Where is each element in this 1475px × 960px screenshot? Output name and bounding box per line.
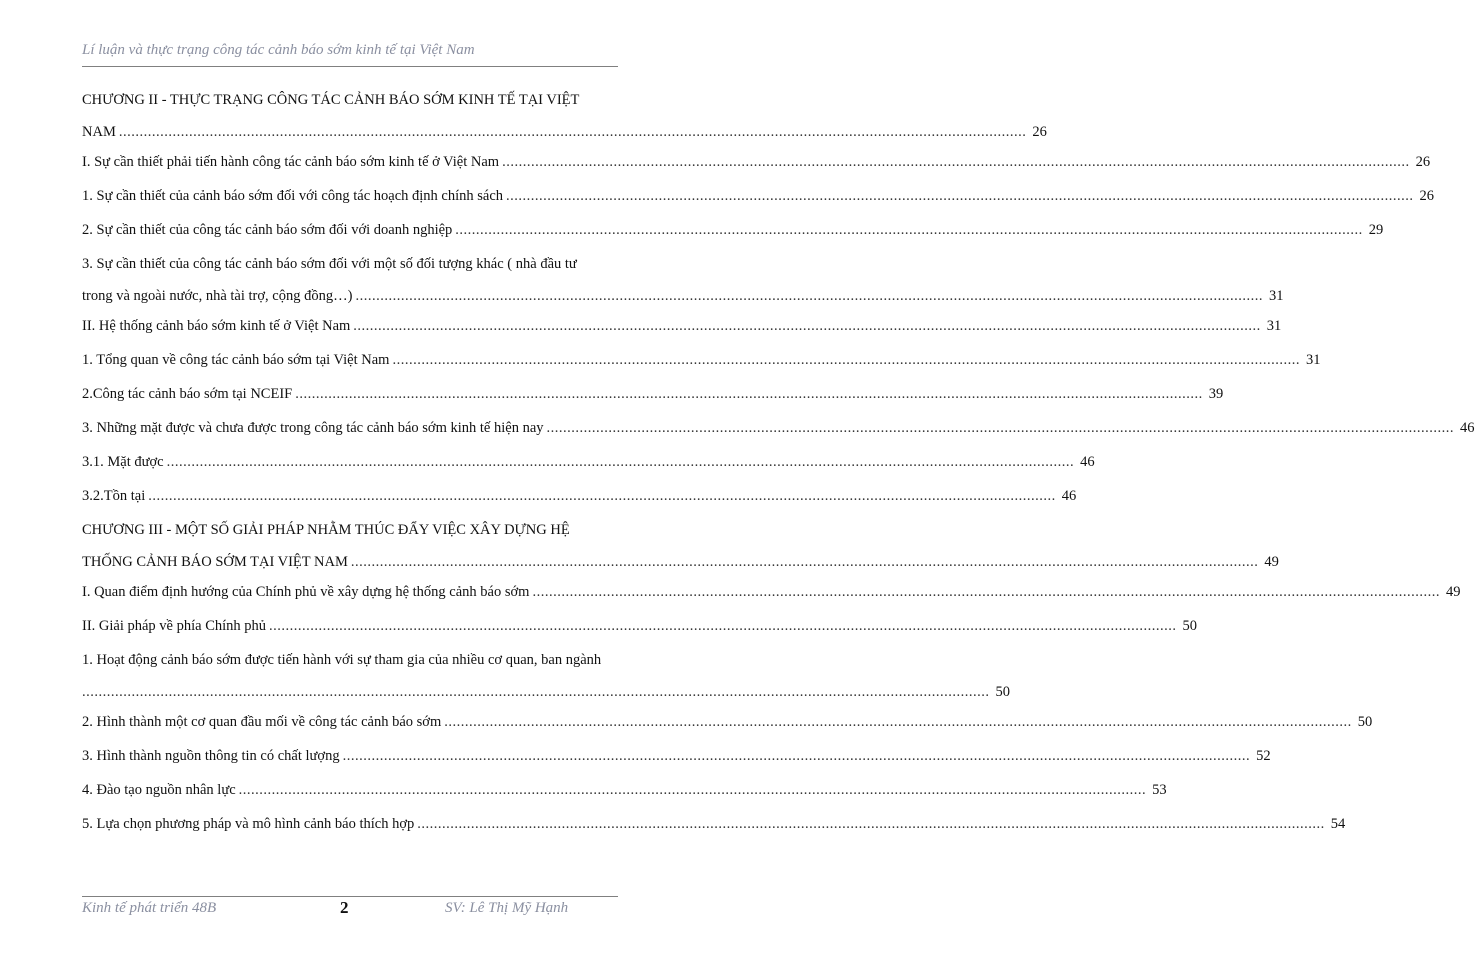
dot-leader: ............................................................................................................................................................................................................................ — [118, 124, 1027, 140]
dot-leader: ............................................................................................................................................................................................................................ — [166, 454, 1075, 470]
toc-entry — [82, 186, 1435, 206]
dot-leader: ............................................................................................................................................................................................................................ — [532, 584, 1440, 600]
toc-page-number: 49 — [1445, 584, 1461, 600]
toc-page-number: 50 — [1357, 714, 1373, 730]
footer-page-number: 2 — [340, 898, 349, 917]
toc-entry-text: NAM — [82, 124, 116, 140]
toc-entry-text: 1. Tổng quan về công tác cảnh báo sớm tại Việt Nam — [82, 352, 390, 368]
footer-student: SV: Lê Thị Mỹ Hạnh — [445, 900, 569, 916]
dot-leader: ............................................................................................................................................................................................................................ — [350, 554, 1259, 570]
toc-page-number: 46 — [1080, 454, 1095, 470]
toc-page-number: 31 — [1268, 288, 1284, 304]
toc-entry-text: 4. Đào tạo nguồn nhân lực — [82, 782, 236, 798]
dot-leader: ............................................................................................................................................................................................................................ — [546, 420, 1455, 436]
toc-entry-text: 2. Hình thành một cơ quan đầu mối về công tác cảnh báo sớm — [82, 714, 442, 730]
toc-entry — [82, 582, 1461, 602]
toc-entry-text: 1. Hoạt động cảnh báo sớm được tiến hành với sự tham gia của nhiều cơ quan, ban ngành — [82, 652, 602, 668]
toc-page-number: 26 — [1415, 154, 1431, 170]
dot-leader: ............................................................................................................................................................................................................................ — [82, 684, 990, 700]
dot-leader: ............................................................................................................................................................................................................................ — [295, 386, 1203, 402]
toc-entry-text: II. Giải pháp về phía Chính phủ — [82, 618, 267, 634]
running-header: Lí luận và thực trạng công tác cảnh báo sớm kinh tế tại Việt Nam — [82, 42, 475, 58]
dot-leader: ............................................................................................................................................................................................................................ — [506, 188, 1414, 204]
toc-entry-text: 3. Hình thành nguồn thông tin có chất lượng — [82, 748, 340, 764]
toc-page-number: 46 — [1061, 488, 1077, 504]
toc-entry-text: II. Hệ thống cảnh báo sớm kinh tế ở Việt Nam — [82, 318, 351, 334]
toc-entry-text: I. Quan điểm định hướng của Chính phủ về xây dựng hệ thống cảnh báo sớm — [82, 584, 530, 600]
toc-entry-text: trong và ngoài nước, nhà tài trợ, cộng đồng…) — [82, 288, 353, 304]
toc-page-number: 26 — [1419, 188, 1435, 204]
toc-page-number: 54 — [1330, 816, 1346, 832]
toc-page-number: 50 — [1182, 618, 1198, 634]
toc-entry-text: CHƯƠNG III - MỘT SỐ GIẢI PHÁP NHẰM THÚC ĐẨY VIỆC XÂY DỰNG HỆ — [82, 522, 570, 538]
toc-page-number: 31 — [1305, 352, 1321, 368]
dot-leader: ............................................................................................................................................................................................................................ — [269, 618, 1177, 634]
dot-leader: ............................................................................................................................................................................................................................ — [444, 714, 1352, 730]
toc-page-number: 52 — [1256, 748, 1271, 764]
toc-entry — [82, 746, 1271, 766]
dot-leader: ............................................................................................................................................................................................................................ — [392, 352, 1300, 368]
toc-entry-text: 1. Sự cần thiết của cảnh báo sớm đối với công tác hoạch định chính sách — [82, 188, 504, 204]
toc-entry-text: 3. Những mặt được và chưa được trong công tác cảnh báo sớm kinh tế hiện nay — [82, 420, 544, 436]
toc-entry-text: 5. Lựa chọn phương pháp và mô hình cảnh báo thích hợp — [82, 816, 415, 832]
footer-rule — [82, 896, 618, 897]
toc-entry — [82, 90, 1047, 142]
toc-entry-text: 2. Sự cần thiết của công tác cảnh báo sớm đối với doanh nghiệp — [82, 222, 453, 238]
dot-leader: ............................................................................................................................................................................................................................ — [417, 816, 1325, 832]
toc-entry — [82, 520, 1279, 572]
toc-entry — [82, 616, 1198, 636]
toc-entry-text: I. Sự cần thiết phải tiến hành công tác cảnh báo sớm kinh tế ở Việt Nam — [82, 154, 500, 170]
toc-entry — [82, 452, 1095, 472]
toc-entry-text: THỐNG CẢNH BÁO SỚM TẠI VIỆT NAM — [82, 554, 348, 570]
dot-leader: ............................................................................................................................................................................................................................ — [238, 782, 1147, 798]
toc-page-number: 46 — [1460, 420, 1475, 436]
toc-page-number: 29 — [1368, 222, 1384, 238]
toc-entry — [82, 384, 1224, 404]
toc-page-number: 50 — [995, 684, 1010, 700]
dot-leader: ............................................................................................................................................................................................................................ — [455, 222, 1363, 238]
toc-entry — [82, 712, 1373, 732]
toc-entry — [82, 418, 1475, 438]
toc-entry-text: 3.2.Tồn tại — [82, 488, 146, 504]
dot-leader: ............................................................................................................................................................................................................................ — [342, 748, 1251, 764]
toc-page-number: 31 — [1266, 318, 1282, 334]
toc-page-number: 39 — [1208, 386, 1224, 402]
toc-entry-text: 3.1. Mặt được — [82, 454, 164, 470]
toc-page-number: 49 — [1264, 554, 1279, 570]
toc-entry — [82, 316, 1282, 336]
toc-entry-text: 3. Sự cần thiết của công tác cảnh báo sớm đối với một số đối tượng khác ( nhà đầu tư — [82, 256, 577, 272]
toc-entry — [82, 254, 1284, 306]
toc-page-number: 26 — [1032, 124, 1047, 140]
toc-entry — [82, 780, 1167, 800]
toc-entry — [82, 814, 1346, 834]
dot-leader: ............................................................................................................................................................................................................................ — [353, 318, 1261, 334]
dot-leader: ............................................................................................................................................................................................................................ — [148, 488, 1056, 504]
toc-entry — [82, 220, 1384, 240]
dot-leader: ............................................................................................................................................................................................................................ — [355, 288, 1263, 304]
header-rule — [82, 66, 618, 67]
toc-entry — [82, 486, 1077, 506]
toc-entry-text: CHƯƠNG II - THỰC TRẠNG CÔNG TÁC CẢNH BÁO SỚM KINH TẾ TẠI VIỆT — [82, 92, 580, 108]
toc-entry — [82, 650, 1010, 702]
toc-entry — [82, 152, 1431, 172]
dot-leader: ............................................................................................................................................................................................................................ — [502, 154, 1410, 170]
toc-entry-text: 2.Công tác cảnh báo sớm tại NCEIF — [82, 386, 293, 402]
footer-class: Kinh tế phát triển 48B — [82, 900, 217, 916]
toc-entry — [82, 350, 1321, 370]
toc-page-number: 53 — [1152, 782, 1167, 798]
